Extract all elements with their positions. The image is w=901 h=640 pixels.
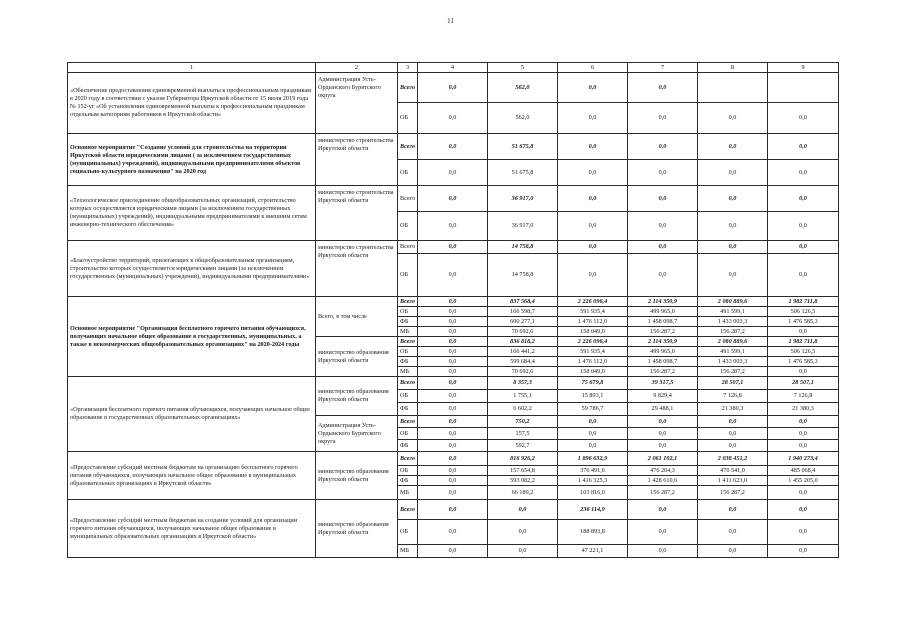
table-cell: 6 602,2 [488, 403, 558, 416]
table-cell: Всего [398, 297, 418, 307]
table-cell: 0,0 [418, 476, 488, 486]
table-cell: 1 433 003,3 [698, 317, 768, 327]
table-cell: «Благоустройство территорий, прилегающих к общеобразовательным организациям, строительство которых осуществляется юридическими лицами (за исключением государственных (муниципальных) учреждений), индивидуальными предпринимателями» [68, 241, 316, 297]
table-cell: 9 829,4 [628, 390, 698, 403]
table-cell: 166 441,2 [488, 347, 558, 357]
table-row [68, 134, 839, 160]
table-cell: 470 541,0 [698, 466, 768, 476]
table-cell: 2 080 889,6 [698, 297, 768, 307]
table-cell: 7 126,8 [768, 390, 839, 403]
table-cell: Всего [398, 186, 418, 212]
table-cell: 0,0 [558, 212, 628, 241]
table-cell: 0,0 [418, 390, 488, 403]
table-cell: 491 599,1 [698, 347, 768, 357]
table-cell: министерство строительства Иркутской области [316, 241, 398, 297]
table-cell: ФБ [398, 476, 418, 486]
table-cell: 0,0 [628, 134, 698, 160]
table-cell: 21 380,3 [768, 403, 839, 416]
table-cell: 1 455 205,0 [768, 476, 839, 486]
table-cell: министерство образования Иркутской области [316, 452, 398, 500]
table-cell: 0,0 [418, 327, 488, 337]
table-cell: 0,0 [698, 186, 768, 212]
header-cell: 5 [488, 63, 558, 73]
table-cell: 0,0 [768, 212, 839, 241]
table-cell: 0,0 [628, 186, 698, 212]
table-cell: ОБ [398, 390, 418, 403]
table-row [68, 377, 839, 390]
table-cell: 0,0 [488, 500, 558, 520]
table-cell: 1 428 610,6 [628, 476, 698, 486]
table-cell: Всего [398, 377, 418, 390]
table-cell: 39 317,5 [628, 377, 698, 390]
table-cell: 0,0 [698, 440, 768, 452]
table-cell: 599 684,4 [488, 357, 558, 367]
header-cell: 2 [316, 63, 398, 73]
table-cell: 0,0 [418, 254, 488, 297]
table-cell: 0,0 [698, 545, 768, 558]
table-cell: 0,0 [418, 520, 488, 545]
table-cell: 2 226 096,4 [558, 297, 628, 307]
table-cell: 0,0 [768, 486, 839, 500]
table-cell: 562,0 [488, 103, 558, 134]
table-cell: 1 982 711,8 [768, 297, 839, 307]
table-cell: министерство образования Иркутской области [316, 500, 398, 558]
table-cell: 0,0 [768, 327, 839, 337]
table-cell: Всего [398, 500, 418, 520]
header-cell: 3 [398, 63, 418, 73]
table-cell: 70 692,6 [488, 367, 558, 377]
table-cell: Всего [398, 452, 418, 466]
table-cell: 0,0 [418, 428, 488, 440]
header-row [68, 63, 839, 73]
table-cell: 0,0 [628, 241, 698, 254]
table-cell: Администрация Усть-Ордынского Бурятского округа [316, 416, 398, 452]
table-cell: ОБ [398, 254, 418, 297]
table-cell: ОБ [398, 428, 418, 440]
table-cell: 0,0 [698, 520, 768, 545]
table-cell: Всего [398, 73, 418, 103]
table-cell: ОБ [398, 307, 418, 317]
table-cell: 0,0 [628, 254, 698, 297]
header-cell: 1 [68, 63, 316, 73]
table-cell: 1 476 112,0 [558, 357, 628, 367]
table-cell: ОБ [398, 160, 418, 186]
table-cell: 1 755,1 [488, 390, 558, 403]
funding-table [67, 62, 839, 558]
table-cell: 156 287,2 [628, 486, 698, 500]
table-cell: 156 287,2 [698, 327, 768, 337]
table-cell: 188 893,8 [558, 520, 628, 545]
table-cell: 0,0 [418, 357, 488, 367]
table-cell: 0,0 [418, 440, 488, 452]
table-cell: 0,0 [418, 377, 488, 390]
table-cell: 485 068,4 [768, 466, 839, 476]
table-cell: 1 411 623,0 [698, 476, 768, 486]
table-cell: ОБ [398, 520, 418, 545]
table-cell: 0,0 [768, 186, 839, 212]
table-cell: 0,0 [698, 134, 768, 160]
table-cell: 0,0 [698, 160, 768, 186]
table-row [68, 186, 839, 212]
table-cell: 0,0 [418, 160, 488, 186]
table-cell: 0,0 [768, 367, 839, 377]
table-cell: 1 416 325,3 [558, 476, 628, 486]
table-cell: 0,0 [418, 347, 488, 357]
table-cell: 0,0 [768, 545, 839, 558]
table-cell: 0,0 [558, 241, 628, 254]
table-cell: 0,0 [768, 440, 839, 452]
table-cell: ФБ [398, 317, 418, 327]
table-cell: «Организация бесплатного горячего питания обучающихся, получающих начальное общее образование в государственных образовательных организациях» [68, 377, 316, 452]
table-cell: 0,0 [628, 428, 698, 440]
table-cell: 0,0 [418, 241, 488, 254]
table-cell: 499 965,0 [628, 307, 698, 317]
table-cell: 1 476 585,3 [768, 357, 839, 367]
table-cell: 1 458 098,7 [628, 357, 698, 367]
table-cell: 166 598,7 [488, 307, 558, 317]
table-cell: 14 758,8 [488, 241, 558, 254]
table-row [68, 297, 839, 307]
table-cell: ОБ [398, 103, 418, 134]
table-cell: 0,0 [418, 466, 488, 476]
table-cell: 0,0 [628, 440, 698, 452]
table-cell: 36 917,0 [488, 212, 558, 241]
table-cell: Основное мероприятие "Создание условий для строительства на территории Иркутской области юридическими лицами ( за исключением государственных (муниципальных) учреждений), индивидуальными предпринимателями объектов социально-культурного назначения" на 2020 год [68, 134, 316, 186]
table-cell: 0,0 [558, 428, 628, 440]
table-cell: 0,0 [418, 486, 488, 500]
table-cell: 0,0 [418, 416, 488, 428]
table-cell: 0,0 [418, 337, 488, 347]
table-cell: 2 038 451,2 [698, 452, 768, 466]
table-cell: 103 816,0 [558, 486, 628, 500]
table-cell: 15 893,1 [558, 390, 628, 403]
table-cell: 51 675,8 [488, 160, 558, 186]
table-cell: 157 654,8 [488, 466, 558, 476]
table-cell: 2 226 096,4 [558, 337, 628, 347]
table-cell: 8 357,3 [488, 377, 558, 390]
table-cell: 1 458 098,7 [628, 317, 698, 327]
table-cell: 158 049,0 [558, 327, 628, 337]
table-cell: 0,0 [418, 307, 488, 317]
table-cell: ФБ [398, 357, 418, 367]
table-cell: Всего [398, 134, 418, 160]
table-cell: 836 818,2 [488, 337, 558, 347]
table-cell: 0,0 [558, 73, 628, 103]
table-cell: 592,7 [488, 440, 558, 452]
table-cell: 0,0 [768, 160, 839, 186]
table-cell: ОБ [398, 466, 418, 476]
table-cell: Всего, в том числе [316, 297, 398, 337]
table-cell: 0,0 [768, 241, 839, 254]
table-cell: Администрация Усть-Ордынского Бурятского округа [316, 73, 398, 134]
table-cell: 1 476 112,0 [558, 317, 628, 327]
table-cell: 0,0 [628, 73, 698, 103]
table-cell: 376 491,6 [558, 466, 628, 476]
table-cell: «Технологическое присоединение общеобразовательных организаций, строительство которых осуществляется юридическими лицами (за исключением государственных (муниципальных) учреждений), индивидуальными предпринимателями к внешним сетям инженерно-технического обеспечения» [68, 186, 316, 241]
table-cell: 156 287,2 [628, 367, 698, 377]
table-cell: 158 049,0 [558, 367, 628, 377]
table-cell: 1 476 585,3 [768, 317, 839, 327]
table-cell: 1 940 273,4 [768, 452, 839, 466]
table-cell: 816 926,2 [488, 452, 558, 466]
table-cell: 51 675,8 [488, 134, 558, 160]
table-cell: 0,0 [628, 160, 698, 186]
table-cell: 476 204,3 [628, 466, 698, 476]
table-cell: 0,0 [768, 134, 839, 160]
table-cell: 156 287,2 [698, 367, 768, 377]
table-cell: 0,0 [768, 428, 839, 440]
table-cell: 0,0 [628, 500, 698, 520]
table-cell: 506 126,5 [768, 347, 839, 357]
table-cell: 600 277,1 [488, 317, 558, 327]
table-cell: «Предоставление субсидий местным бюджетам на организацию бесплатного горячего питания обучающихся, получающих начальное общее образование в муниципальных образовательных организациях в Иркутской области» [68, 452, 316, 500]
table-cell [698, 73, 768, 103]
table-cell: ОБ [398, 347, 418, 357]
table-cell: 47 221,1 [558, 545, 628, 558]
table-cell: 28 507,1 [768, 377, 839, 390]
table-cell: 593 082,2 [488, 476, 558, 486]
table-cell: 0,0 [628, 520, 698, 545]
table-cell: 0,0 [558, 160, 628, 186]
table-cell: 0,0 [418, 297, 488, 307]
table-cell: 0,0 [558, 254, 628, 297]
table-cell: 156 287,2 [698, 486, 768, 500]
table-cell: 0,0 [698, 500, 768, 520]
table-cell: министерство строительства Иркутской области [316, 134, 398, 186]
table-cell: 0,0 [418, 103, 488, 134]
table-cell: 0,0 [768, 416, 839, 428]
table-cell: 2 080 889,6 [698, 337, 768, 347]
table-cell: 591 935,4 [558, 307, 628, 317]
header-cell: 7 [628, 63, 698, 73]
table-cell: 0,0 [418, 452, 488, 466]
table-cell: 0,0 [418, 367, 488, 377]
table-cell: 2 114 350,9 [628, 297, 698, 307]
table-cell: 0,0 [628, 545, 698, 558]
table-cell: МБ [398, 545, 418, 558]
table-cell: 236 114,9 [558, 500, 628, 520]
table-cell: 0,0 [698, 416, 768, 428]
table-cell: Всего [398, 337, 418, 347]
table-cell [768, 73, 839, 103]
table-cell: 0,0 [698, 212, 768, 241]
table-cell: 0,0 [558, 103, 628, 134]
table-row [68, 73, 839, 103]
table-cell: 2 114 350,9 [628, 337, 698, 347]
table-cell: 70 692,6 [488, 327, 558, 337]
table-cell: ФБ [398, 403, 418, 416]
table-cell: 0,0 [418, 186, 488, 212]
table-cell: 36 917,0 [488, 186, 558, 212]
table-cell: 21 380,3 [698, 403, 768, 416]
header-cell: 8 [698, 63, 768, 73]
table-cell: 837 568,4 [488, 297, 558, 307]
table-cell: МБ [398, 327, 418, 337]
table-cell: 0,0 [418, 500, 488, 520]
table-cell: 75 679,8 [558, 377, 628, 390]
table-cell: 0,0 [488, 545, 558, 558]
table-cell: 1 433 003,3 [698, 357, 768, 367]
table-cell: 0,0 [418, 212, 488, 241]
table-cell: 66 189,2 [488, 486, 558, 500]
table-cell: 0,0 [698, 241, 768, 254]
table-cell: 14 758,8 [488, 254, 558, 297]
table-cell: министерство образования Иркутской области [316, 337, 398, 377]
table-cell: 0,0 [628, 212, 698, 241]
table-cell: 59 786,7 [558, 403, 628, 416]
table-row [68, 452, 839, 466]
table-cell: министерство строительства Иркутской области [316, 186, 398, 241]
header-cell: 4 [418, 63, 488, 73]
table-cell: 7 126,8 [698, 390, 768, 403]
table-cell: 591 935,4 [558, 347, 628, 357]
table-cell: 0,0 [628, 103, 698, 134]
table-cell: 0,0 [698, 428, 768, 440]
table-cell: 157,5 [488, 428, 558, 440]
table-cell: 506 126,5 [768, 307, 839, 317]
table-cell: 0,0 [698, 103, 768, 134]
table-cell: «Предоставление субсидий местным бюджетам на создание условий для организации горячего питания обучающихся, получающих начальное общее образование в муниципальных образовательных организациях в Иркутской области» [68, 500, 316, 558]
header-cell: 6 [558, 63, 628, 73]
table-row [68, 241, 839, 254]
table-cell: 0,0 [418, 317, 488, 327]
table-cell: Всего [398, 416, 418, 428]
table-cell: 0,0 [768, 103, 839, 134]
page-number: 11 [447, 17, 454, 25]
table-cell: министерство образования Иркутской области [316, 377, 398, 416]
table-cell: МБ [398, 486, 418, 500]
table-cell: 0,0 [768, 520, 839, 545]
table-cell: 0,0 [558, 186, 628, 212]
table-cell: «Обеспечение предоставления единовременной выплаты к профессиональным праздникам в 2020 году в соответствии с указом Губернатора Иркутской области от 15 июля 2019 года № 152-уг «Об установлении единовременной выплаты к профессиональным праздникам отдельным категориям работников в Иркутской области» [68, 73, 316, 134]
header-cell: 9 [768, 63, 839, 73]
table-cell: 0,0 [418, 403, 488, 416]
table-cell: 28 507,1 [698, 377, 768, 390]
table-cell: 0,0 [628, 416, 698, 428]
table-cell: ОБ [398, 212, 418, 241]
table-cell: 562,0 [488, 73, 558, 103]
table-cell: 0,0 [768, 254, 839, 297]
table-cell: 0,0 [768, 500, 839, 520]
table-cell: 0,0 [558, 134, 628, 160]
table-cell: МБ [398, 367, 418, 377]
table-cell: 2 061 102,1 [628, 452, 698, 466]
table-cell: 1 982 711,8 [768, 337, 839, 347]
table-cell: 499 965,0 [628, 347, 698, 357]
table-cell: Основное мероприятие "Организация бесплатного горячего питания обучающихся, получающих начальное общее образование в государственных, муниципальных, а также в некоммерческих общеобразовательных организациях" на 2020-2024 годы [68, 297, 316, 377]
table-cell: 156 287,2 [628, 327, 698, 337]
table-cell: Всего [398, 241, 418, 254]
table-cell: 0,0 [698, 254, 768, 297]
table-cell: 1 896 632,9 [558, 452, 628, 466]
table-cell: 0,0 [418, 73, 488, 103]
table-cell: 0,0 [488, 520, 558, 545]
table-cell: 0,0 [558, 440, 628, 452]
table-cell: 0,0 [558, 416, 628, 428]
table-cell: 29 488,1 [628, 403, 698, 416]
table-cell: 0,0 [418, 134, 488, 160]
table-cell: 491 599,1 [698, 307, 768, 317]
table-cell: 750,2 [488, 416, 558, 428]
table-cell: 0,0 [418, 545, 488, 558]
table-cell: ФБ [398, 440, 418, 452]
table-row [68, 500, 839, 520]
